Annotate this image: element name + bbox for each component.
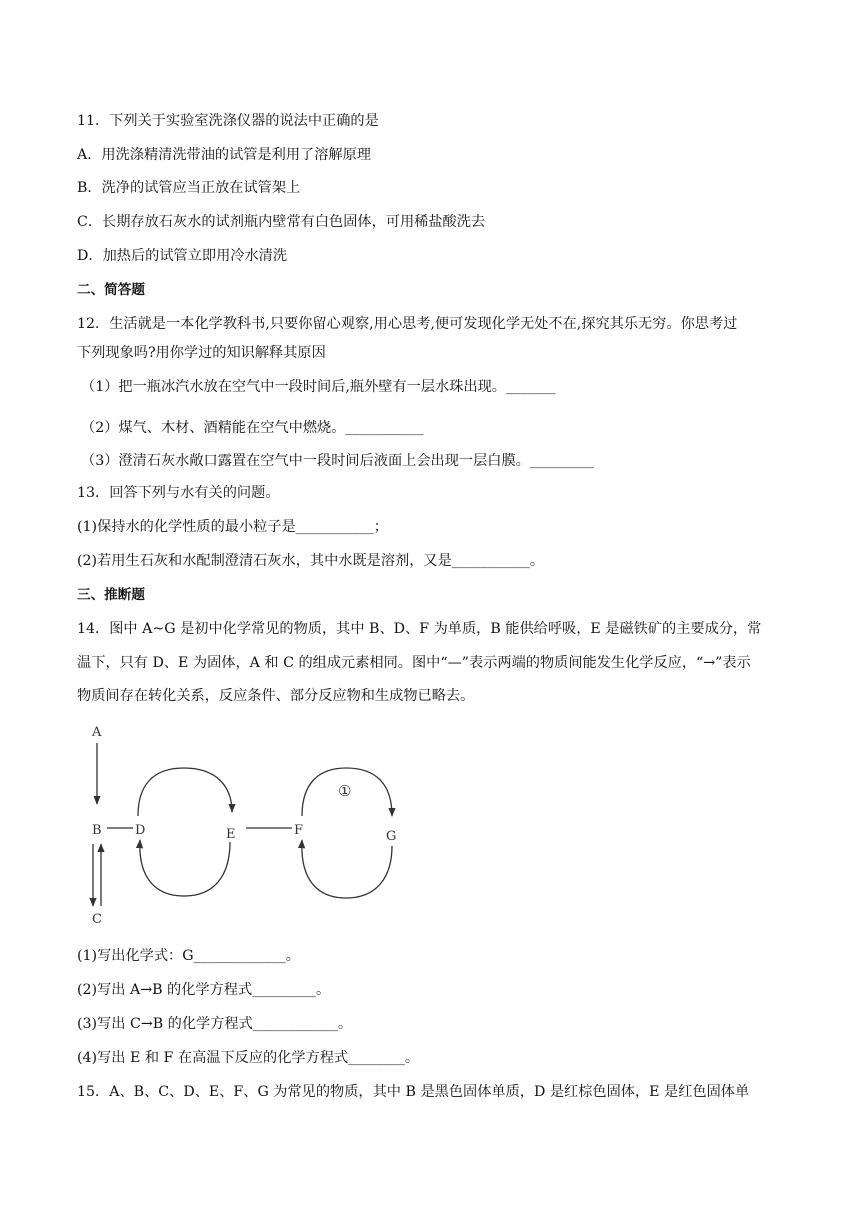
node-f-label: F <box>294 823 304 838</box>
node-b-label: B <box>92 823 102 838</box>
section-heading-short-answer: 二、简答题 <box>77 282 145 298</box>
question-13-part-1: (1)保持水的化学性质的最小粒子是___________； <box>77 519 388 535</box>
question-14-stem-line1: 14．图中 A~G 是初中化学常见的物质，其中 B、D、F 为单质，B 能供给呼吸，E 是磁铁矿的主要成分，常 <box>77 621 762 637</box>
node-g-label: G <box>386 829 397 844</box>
question-12-stem-line1: 12．生活就是一本化学教科书,只要你留心观察,用心思考,便可发现化学无处不在,探究其乐无穷。你思考过 <box>77 316 738 332</box>
reaction-diagram <box>80 718 420 928</box>
section-heading-inference: 三、推断题 <box>77 587 145 603</box>
question-12-part-2: （2）煤气、木材、酒精能在空气中燃烧。___________ <box>81 420 424 436</box>
option-b: B．洗净的试管应当正放在试管架上 <box>77 180 301 196</box>
arrow-d-to-e <box>138 768 232 816</box>
question-14-part-4: (4)写出 E 和 F 在高温下反应的化学方程式________。 <box>77 1050 420 1066</box>
arrow-g-to-f <box>302 840 392 898</box>
question-14-stem-line3: 物质间存在转化关系，反应条件、部分反应物和生成物已略去。 <box>77 688 475 704</box>
question-12-part-3: （3）澄清石灰水敞口露置在空气中一段时间后液面上会出现一层白膜。_________ <box>81 453 594 469</box>
node-a-label: A <box>92 725 102 740</box>
option-d: D．加热后的试管立即用冷水清洗 <box>77 248 288 264</box>
node-c-label: C <box>92 912 102 927</box>
reaction-1-label: ① <box>338 782 352 800</box>
question-11-stem: 11．下列关于实验室洗涤仪器的说法中正确的是 <box>77 113 379 129</box>
node-d-label: D <box>135 823 146 838</box>
arrow-e-to-d <box>140 840 230 896</box>
question-14-part-2: (2)写出 A→B 的化学方程式_________。 <box>77 982 331 998</box>
question-13-stem: 13．回答下列与水有关的问题。 <box>77 485 280 501</box>
question-12-stem-line2: 下列现象吗?用你学过的知识解释其原因 <box>77 345 326 361</box>
option-a: A．用洗涤精清洗带油的试管是利用了溶解原理 <box>77 147 371 163</box>
question-13-part-2: (2)若用生石灰和水配制澄清石灰水，其中水既是溶剂，又是___________。 <box>77 553 545 569</box>
node-e-label: E <box>226 827 236 842</box>
question-15-stem: 15．A、B、C、D、E、F、G 为常见的物质，其中 B 是黑色固体单质，D 是红棕色固体，E 是红色固体单 <box>77 1084 750 1100</box>
option-c: C．长期存放石灰水的试剂瓶内壁常有白色固体，可用稀盐酸洗去 <box>77 214 486 230</box>
question-14-part-3: (3)写出 C→B 的化学方程式____________。 <box>77 1016 353 1032</box>
question-14-part-1: (1)写出化学式：G_____________。 <box>77 948 300 964</box>
question-14-stem-line2: 温下，只有 D、E 为固体，A 和 C 的组成元素相同。图中“—”表示两端的物质间能发生化学反应，“→”表示 <box>77 655 751 671</box>
question-12-part-1: （1）把一瓶冰汽水放在空气中一段时间后,瓶外壁有一层水珠出现。_______ <box>81 379 556 395</box>
